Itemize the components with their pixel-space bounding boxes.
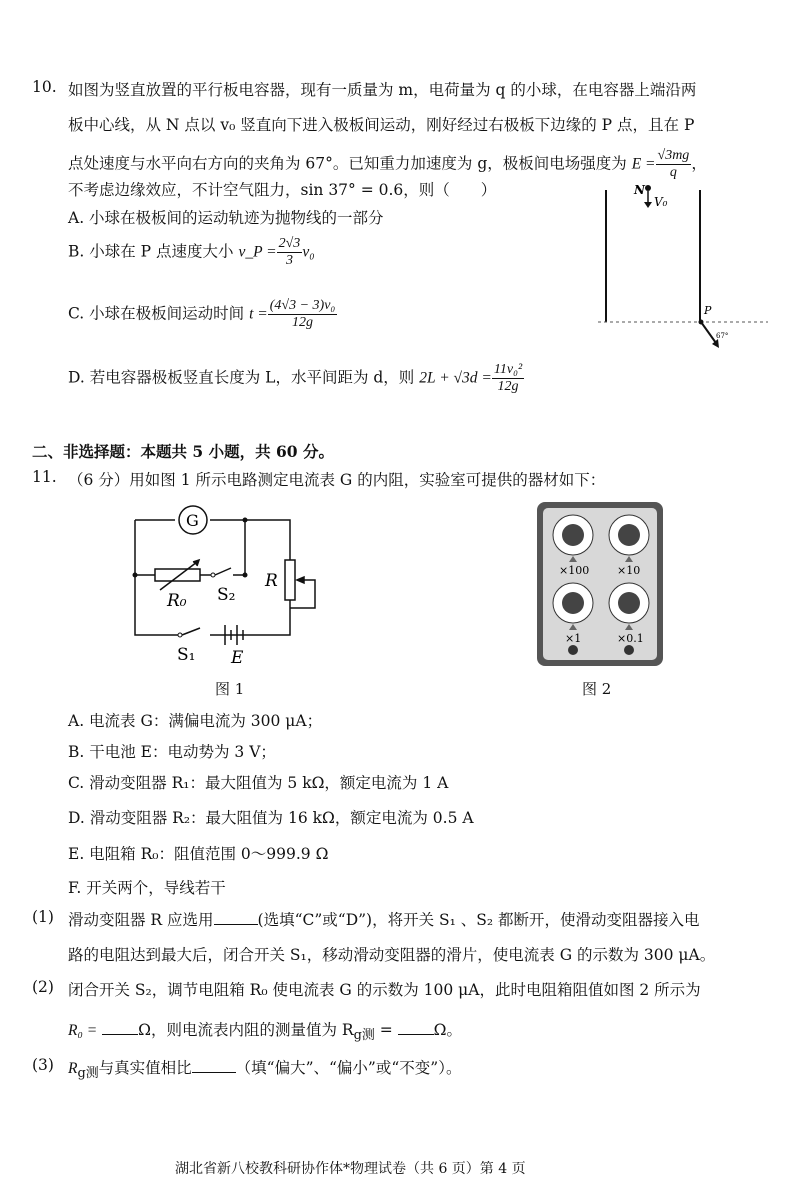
sub3-number: (3) — [32, 1056, 54, 1074]
option-c — [68, 298, 337, 331]
sub1-line-2: 路的电阻达到最大后，闭合开关 S₁，移动滑动变阻器的滑片，使电流表 G 的示数为 300 μA。 — [68, 946, 716, 964]
sub3-text-c: 与真实值相比 — [98, 1059, 192, 1077]
label-e: E — [231, 648, 244, 668]
q10-line-2: 板中心线，从 N 点以 v₀ 竖直向下进入极板间运动，刚好经过右极板下边缘的 P 点，且在 P — [68, 116, 695, 134]
answer-blank-2[interactable] — [102, 1020, 138, 1035]
rg-sub: g测 — [77, 1066, 99, 1082]
figure-2-caption: 图 2 — [582, 680, 612, 698]
d-num: 11v₀² — [493, 362, 523, 377]
sub2-line-1: 闭合开关 S₂，调节电阻箱 R₀ 使电流表 G 的示数为 100 μA，此时电阻箱阻值如图 2 所示为 — [68, 981, 701, 999]
option-b-text: B. 小球在 P 点速度大小 — [68, 242, 234, 261]
label-g: G — [186, 511, 199, 530]
item-c: C. 滑动变阻器 R₁：最大阻值为 5 kΩ，额定电流为 1 A — [68, 774, 449, 792]
figure-1-caption: 图 1 — [215, 680, 245, 698]
sub2-number: (2) — [32, 978, 54, 996]
q10-line-1: 如图为竖直放置的平行板电容器，现有一质量为 m，电荷量为 q 的小球，在电容器上端沿两 — [68, 81, 697, 99]
d-den: 12g — [497, 379, 519, 394]
q11-intro: （6 分）用如图 1 所示电路测定电流表 G 的内阻，实验室可提供的器材如下： — [68, 471, 606, 489]
item-e: E. 电阻箱 R₀：阻值范围 0～999.9 Ω — [68, 845, 329, 863]
capacitor-figure — [590, 180, 770, 360]
q10-number: 10. — [32, 78, 57, 96]
rg-subscript: g测 — [353, 1028, 375, 1044]
e-prefix: E = — [631, 155, 656, 173]
option-a: A. 小球在极板间的运动轨迹为抛物线的一部分 — [68, 209, 384, 227]
dial-label-x01: ×0.1 — [617, 632, 644, 645]
q11-number: 11. — [32, 468, 57, 486]
label-s2: S₂ — [217, 585, 236, 605]
dial-label-x100: ×100 — [559, 564, 590, 577]
d-prefix: 2L + √3d = — [419, 369, 492, 387]
label-v0: V₀ — [654, 195, 668, 209]
b-num: 2√3 — [278, 236, 301, 251]
label-n: N — [634, 183, 645, 197]
q10-line-3: 点处速度与水平向右方向的夹角为 67°。已知重力加速度为 g，极板间电场强度为 E = $\frac{√3mg}{q}$ ， — [68, 148, 707, 180]
sub2-line-2 — [68, 1018, 462, 1043]
item-b: B. 干电池 E：电动势为 3 V； — [68, 743, 276, 761]
answer-blank-4[interactable] — [192, 1058, 236, 1073]
section-heading: 二、非选择题：本题共 5 小题，共 60 分。 — [32, 442, 334, 461]
dial-label-x1: ×1 — [565, 632, 582, 645]
e-num: √3mg — [657, 148, 690, 163]
item-f: F. 开关两个，导线若干 — [68, 879, 226, 897]
c-prefix: t = — [249, 305, 268, 323]
rg-label: R — [68, 1060, 78, 1077]
e-fraction — [656, 148, 692, 181]
page-footer: 湖北省新八校教科研协作体*物理试卷（共 6 页）第 4 页 — [175, 1161, 526, 1177]
c-fraction — [268, 298, 338, 331]
label-r0: R₀ — [167, 591, 187, 611]
b-prefix: v_P = — [238, 243, 277, 261]
label-s1: S₁ — [177, 645, 196, 665]
option-c-text: C. 小球在极板间运动时间 — [68, 304, 245, 323]
sub1-text-b: (选填“C”或“D”)，将开关 S₁ 、S₂ 都断开，使滑动变阻器接入电 — [257, 911, 700, 929]
sub3-text-d: （填“偏大”、“偏小”或“不变”）。 — [235, 1059, 462, 1077]
c-num: (4√3 − 3)v₀ — [269, 298, 336, 313]
label-r: R — [265, 571, 278, 591]
b-fraction — [277, 236, 303, 269]
item-d: D. 滑动变阻器 R₂：最大阻值为 16 kΩ，额定电流为 0.5 A — [68, 809, 474, 827]
r0-label: R₀ = — [68, 1022, 98, 1039]
c-den: 12g — [292, 315, 314, 330]
b-den: 3 — [285, 253, 293, 268]
q10-line-4: 不考虑边缘效应，不计空气阻力，sin 37° = 0.6，则（ ） — [68, 181, 497, 199]
circuit-diagram — [125, 500, 335, 670]
label-angle: 67° — [716, 332, 729, 340]
option-b — [68, 236, 315, 269]
item-a: A. 电流表 G：满偏电流为 300 μA； — [68, 712, 323, 730]
sub1-line-1 — [68, 908, 700, 930]
sub1-number: (1) — [32, 908, 54, 926]
option-d — [68, 362, 524, 395]
resistance-box — [535, 500, 665, 668]
answer-blank-1[interactable] — [214, 910, 258, 925]
d-fraction — [492, 362, 524, 395]
dial-label-x10: ×10 — [617, 564, 641, 577]
sub2-text-f: Ω。 — [433, 1021, 462, 1039]
sub2-eq: = — [374, 1021, 393, 1039]
label-p: P — [704, 304, 712, 317]
sub1-text-a: 滑动变阻器 R 应选用 — [68, 911, 214, 929]
answer-blank-3[interactable] — [398, 1020, 434, 1035]
sub2-text-c: Ω，则电流表内阻的测量值为 R — [138, 1021, 354, 1039]
e-den: q — [669, 165, 677, 180]
b-suffix: v₀ — [302, 243, 315, 261]
sub3-line — [68, 1056, 461, 1081]
q10-line-3-text: 点处速度与水平向右方向的夹角为 67°。已知重力加速度为 g，极板间电场强度为 — [68, 154, 627, 173]
option-d-text: D. 若电容器极板竖直长度为 L，水平间距为 d，则 — [68, 368, 415, 387]
